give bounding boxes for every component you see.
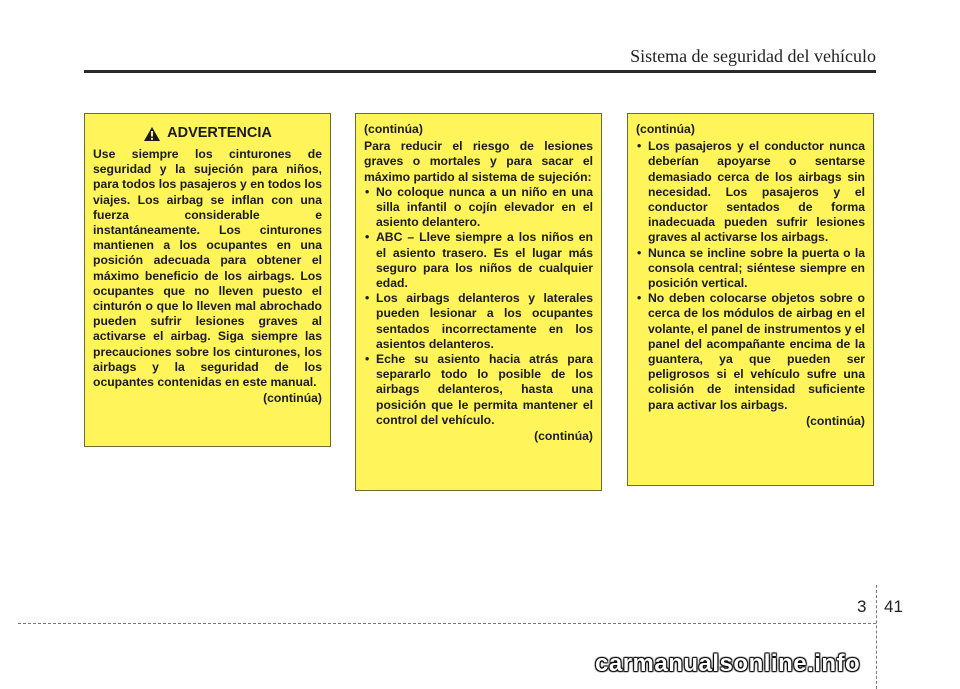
list-item: • Los pasajeros y el conductor nunca deberían apoyarse o sentarse demasiado cerca de los airbags sin necesidad. Los pasajeros y el conductor sentados de forma inadecuada pueden sufrir lesiones graves al activarse los airbags. xyxy=(636,139,865,245)
warning-icon xyxy=(143,126,161,142)
chapter-number: 3 xyxy=(857,597,867,616)
continued-label-top: (continúa) xyxy=(636,122,695,136)
list-item: • ABC – Lleve siempre a los niños en el asiento trasero. Es el lugar más seguro para los niños de cualquier edad. xyxy=(364,230,593,291)
page-header-title: Sistema de seguridad del vehículo xyxy=(630,46,876,66)
page-number: 41 xyxy=(884,597,903,616)
list-item: • No coloque nunca a un niño en una silla infantil o cojín elevador en el asiento delantero. xyxy=(364,185,593,231)
warning-box-1 xyxy=(84,113,331,447)
warning-box-2 xyxy=(355,113,602,491)
header-divider xyxy=(84,70,876,73)
footer-page-divider xyxy=(876,585,877,689)
list-item: • No deben colocarse objetos sobre o cerca de los módulos de airbag en el volante, el panel de instrumentos y el panel del acompañante encima de la guantera, ya que pueden ser peligrosos si el vehículo sufre una colisión de intensidad suficiente para activar los airbags. xyxy=(636,291,865,413)
continued-label: (continúa) xyxy=(806,413,865,428)
warning-list xyxy=(364,185,593,428)
warning-box-3 xyxy=(627,113,874,486)
list-item: • Los airbags delanteros y laterales pueden lesionar a los ocupantes sentados incorrectamente en los asientos delanteros. xyxy=(364,291,593,352)
watermark: carmanualsonline.info xyxy=(595,650,861,677)
continued-label: (continúa) xyxy=(263,391,322,406)
continued-label: (continúa) xyxy=(534,429,593,444)
list-item: • Nunca se incline sobre la puerta o la consola central; siéntese siempre en posición vertical. xyxy=(636,246,865,292)
continued-label-top: (continúa) xyxy=(364,122,423,136)
warning-body: Use siempre los cinturones de seguridad y la sujeción para niños, para todos los pasajeros y en todos los viajes. Los airbag se inflan con una fuerza considerable e instantáneamente. Los cinturones mantienen a los ocupantes en una posición adecuada para obtener el máximo beneficio de los airbags. Los ocupantes que no lleven puesto el cinturón o que lo lleven mal abrochado pueden sufrir lesiones graves al activarse el airbag. Siga siempre las precauciones sobre los cinturones, los airbags y la seguridad de los ocupantes contenidas en este manual. xyxy=(93,147,322,390)
warning-label: ADVERTENCIA xyxy=(167,125,272,142)
warning-intro: Para reducir el riesgo de lesiones graves o mortales y para sacar el máximo partido al sistema de sujeción: xyxy=(364,139,593,184)
warning-heading xyxy=(93,126,322,142)
warning-list xyxy=(636,139,865,413)
list-item: • Eche su asiento hacia atrás para separarlo todo lo posible de los airbags delanteros, hasta una posición que le permita mantener el control del vehículo. xyxy=(364,352,593,428)
footer-divider xyxy=(18,623,876,624)
